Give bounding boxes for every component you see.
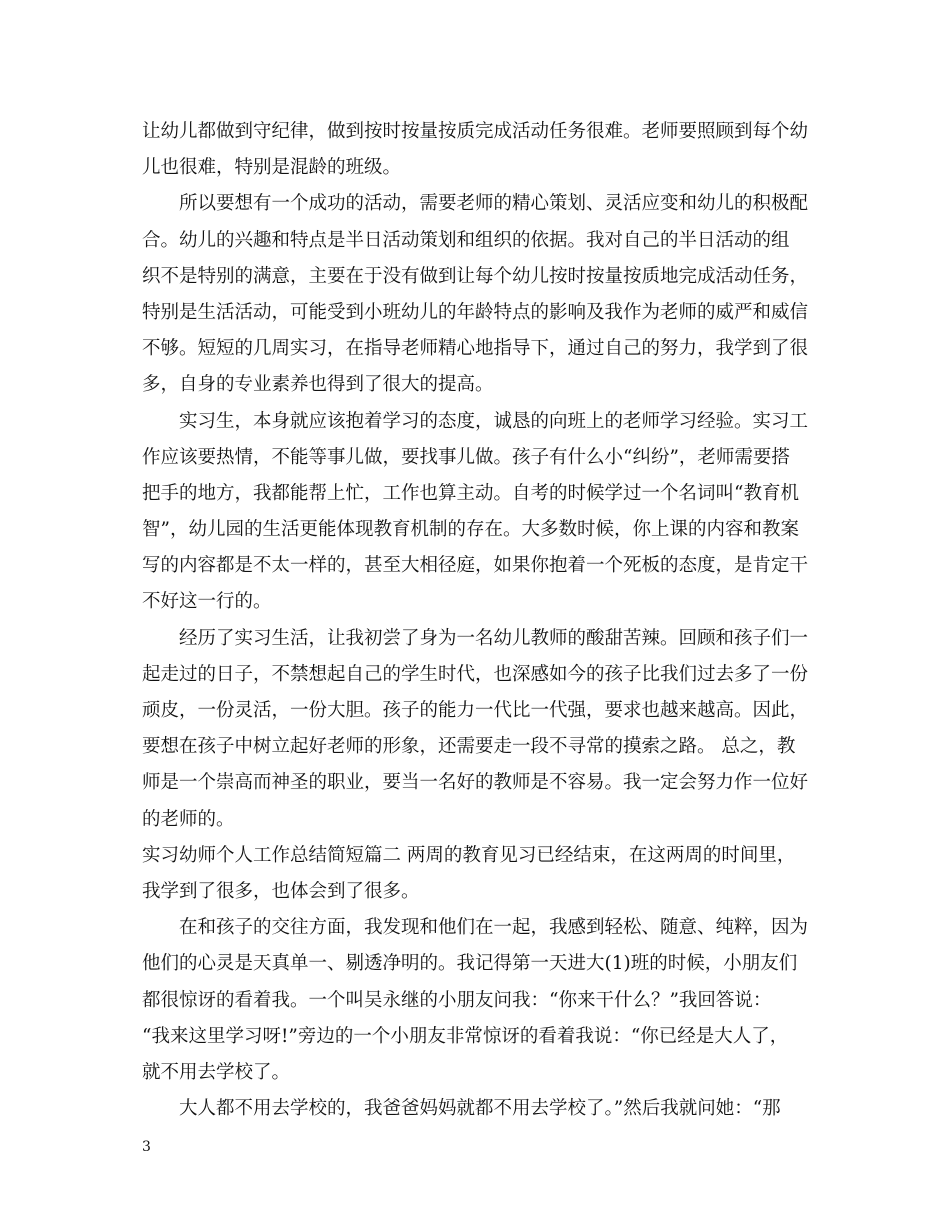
text-line: 让幼儿都做到守纪律，做到按时按量按质完成活动任务很难。老师要照顾到每个幼 [142, 121, 809, 142]
text-line: 都很惊讶的看着我。一个叫吴永继的小朋友问我：“你来干什么？”我回答说： [142, 989, 772, 1011]
text-line: 在和孩子的交往方面，我发现和他们在一起，我感到轻松、随意、纯粹，因为 [179, 917, 809, 939]
page-number: 3 [142, 1139, 151, 1155]
text-line: 的老师的。 [142, 808, 235, 830]
text-line: 不好这一行的。 [142, 591, 272, 613]
text-line: 写的内容都是不太一样的，甚至大相径庭，如果你抱着一个死板的态度，是肯定干 [142, 555, 809, 577]
body-text [142, 114, 826, 1127]
text-line: 织不是特别的满意，主要在于没有做到让每个幼儿按时按量按质地完成活动任务， [142, 265, 809, 287]
text-line: 就不用去学校了。 [142, 1061, 291, 1083]
text-line: 特别是生活活动，可能受到小班幼儿的年龄特点的影响及我作为老师的威严和威信 [142, 301, 809, 323]
text-line: 我学到了很多，也体会到了很多。 [142, 880, 420, 902]
text-line: 儿也很难，特别是混龄的班级。 [142, 157, 402, 179]
text-line: 起走过的日子，不禁想起自己的学生时代，也深感如今的孩子比我们过去多了一份 [142, 663, 809, 685]
text-line: 智”，幼儿园的生活更能体现教育机制的存在。大多数时候，你上课的内容和教案 [142, 519, 799, 541]
text-line: 经历了实习生活，让我初尝了身为一名幼儿教师的酸甜苦辣。回顾和孩子们一 [179, 627, 809, 649]
text-line: 多，自身的专业素养也得到了很大的提高。 [142, 374, 494, 396]
text-line: 合。幼儿的兴趣和特点是半日活动策划和组织的依据。我对自己的半日活动的组 [142, 229, 790, 251]
text-line: 把手的地方，我都能帮上忙，工作也算主动。自考的时候学过一个名词叫“教育机 [142, 482, 799, 504]
text-line: 所以要想有一个成功的活动，需要老师的精心策划、灵活应变和幼儿的积极配 [179, 193, 809, 215]
text-line: 实习生，本身就应该抱着学习的态度，诚恳的向班上的老师学习经验。实习工 [179, 410, 809, 432]
text-line: 不够。短短的几周实习，在指导老师精心地指导下，通过自己的努力，我学到了很 [142, 338, 809, 360]
text-line: “我来这里学习呀!”旁边的一个小朋友非常惊讶的看着我说：“你已经是大人了， [142, 1025, 789, 1047]
text-line: 师是一个崇高而神圣的职业，要当一名好的教师是不容易。我一定会努力作一位好 [142, 772, 809, 794]
text-line: 要想在孩子中树立起好老师的形象，还需要走一段不寻常的摸索之路。 总之，教 [142, 736, 796, 758]
text-line: 作应该要热情，不能等事儿做，要找事儿做。孩子有什么小“纠纷”，老师需要搭 [142, 446, 790, 468]
text-line: 顽皮，一份灵活，一份大胆。孩子的能力一代比一代强，要求也越来越高。因此， [142, 700, 809, 721]
text-line: 大人都不用去学校的，我爸爸妈妈就都不用去学校了。”然后我就问她：“那 [179, 1098, 781, 1120]
text-line: 实习幼师个人工作总结简短篇二 两周的教育见习已经结束，在这两周的时间里， [142, 844, 796, 866]
text-line: 他们的心灵是天真单一、剔透净明的。我记得第一天进大(1)班的时候，小朋友们 [142, 953, 798, 975]
